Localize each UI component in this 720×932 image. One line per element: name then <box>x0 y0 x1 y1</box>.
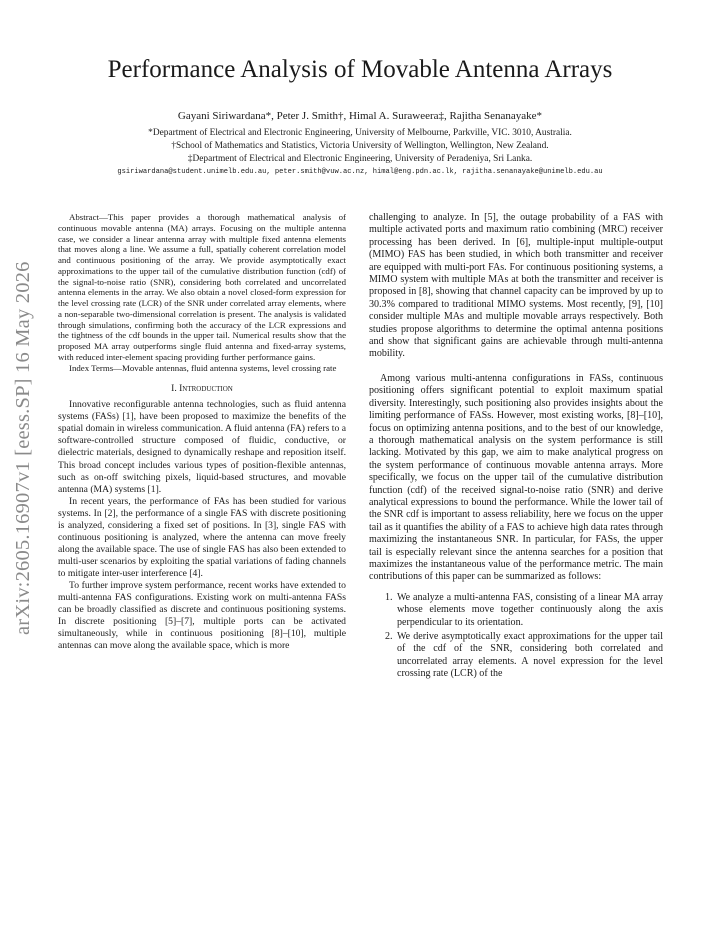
contribution-item: 1. We analyze a multi-antenna FAS, consisting of a linear MA array whose elements move together continuously along the axis perpendicular to its orientation. <box>395 592 663 629</box>
author-emails: gsiriwardana@student.unimelb.edu.au, peter.smith@vuw.ac.nz, himal@eng.pdn.ac.lk, rajitha.senanayake@unimelb.edu.au <box>117 168 603 176</box>
abstract: Abstract—This paper provides a thorough mathematical analysis of continuous movable antenna (MA) arrays. Focusing on the multiple antenna case, we consider a linear antenna array with multiple fixed antenna elements that moves along a line. We assume a full, spatially coherent correlation model and continuous positioning of the array. We provide asymptotically exact approximations to the upper tail of the cumulative distribution function (cdf) of the signal-to-noise ratio (SNR), considering both correlated and uncorrelated antenna elements in the array. We also obtain a novel closed-form expression for the level crossing rate (LCR) of the SNR under correlated array elements, where a non-separable two-dimensional correlation is present. The analysis is validated through simulations, confirming both the accuracy of the LCR expressions and the tightness of the cdf bounds in the upper tail. Numerical results show that the proposed MA array outperforms single fluid antenna and fixed-array systems, with reduced inter-element spacing providing further performance gains. <box>58 212 346 362</box>
contribution-item: 2. We derive asymptotically exact approximations for the upper tail of the cdf of the SNR, considering both correlated and uncorrelated array elements. A novel expression for the level crossing rate (LCR) of the <box>395 631 663 681</box>
intro-paragraph-4: challenging to analyze. In [5], the outage probability of a FAS with multiple activated ports and maximum ratio combining (MRC) receiver processing has been derived. In [6], multiple-input multiple-output (MIMO) FAS has been studied, in which both transmitter and receiver are equipped with multi-port FAs. For continuous positioning systems, a MIMO system with multiple MAs at both the transmitter and receiver is proposed in [8], showing that channel capacity can be improved by up to 30.3% compared to traditional MIMO systems. Most recently, [9], [10] consider multiple MAs and multiple movable arrays respectively. Both studies propose algorithms to determine the optimal antenna positions and show that significant gains are achievable through multi-antenna mobility. <box>369 212 663 360</box>
intro-paragraph-5: Among various multi-antenna configurations in FASs, continuous positioning offers significant potential to exploit maximum spatial diversity. Interestingly, such positioning also provides insights about the limiting performance of FASs. However, most existing works, [8]–[10], focus on optimizing antenna positions, and to the best of our knowledge, a thorough mathematical analysis on the system performance is still lacking. Motivated by this gap, we aim to make analytical progress on the system performance of continuous movable antenna arrays. More specifically, we focus on the upper tail of the cumulative distribution function (cdf) of the received signal-to-noise ratio (SNR) and derive analytical expressions to bound the performance. While the lower tail of the SNR cdf is important to assess reliability, here we focus on the upper tail as it quantifies the ability of a FAS to achieve high data rates through maximizing the instantaneous SNR. In particular, for FASs, the upper tail is especially relevant since the antenna searches for a position that maximizes the instantaneous value of the performance metric. The main contributions of this paper can be summarized as follows: <box>369 372 663 583</box>
affiliation-2: †School of Mathematics and Statistics, Victoria University of Wellington, Wellington, New Zealand. <box>171 141 549 151</box>
index-terms: Index Terms—Movable antennas, fluid antenna systems, level crossing rate <box>69 362 337 373</box>
contribution-list <box>369 592 663 681</box>
affiliation-3: ‡Department of Electrical and Electronic Engineering, University of Peradeniya, Sri Lanka. <box>187 154 533 164</box>
intro-paragraph-3: To further improve system performance, recent works have extended to multi-antenna FAS configurations. Existing work on multi-antenna FASs can be broadly classified as discrete and continuous positioning systems. In discrete positioning [5]–[7], multiple ports can be activated simultaneously, while in continuous positioning [8]–[10], multiple antennas can move along the available space, which is more <box>58 580 346 652</box>
arxiv-identifier: arXiv:2605.16907v1 [eess.SP] 16 May 2026 <box>12 261 34 635</box>
section-heading: I. Introduction <box>171 383 233 395</box>
intro-paragraph-1: Innovative reconfigurable antenna technologies, such as fluid antenna systems (FASs) [1], have been proposed to maximize the benefits of the spatial domain in wireless communication. A fluid antenna (FA) refers to a software-controlled structure composed of fluidic, conductive, or dielectric materials, designed to dynamically reshape and reposition itself. This broad concept includes various types of position-flexible antennas, such as on-off switching pixels, liquid-based structures, and movable antenna (MA) systems [1]. <box>58 399 346 495</box>
right-column <box>369 212 663 683</box>
intro-paragraph-2: In recent years, the performance of FAs has been studied for various systems. In [2], the performance of a single FAS with discrete positioning is analyzed, considering a fixed set of positions. In [3], single FAS with continuous positioning is analyzed, where the antenna can move freely along the available space. The use of single FAS has also been extended to multi-user scenarios by exploiting the spatial variations of fading channels to mitigate inter-user interference [4]. <box>58 495 346 579</box>
paper-title: Performance Analysis of Movable Antenna Arrays <box>107 56 613 83</box>
left-column <box>58 212 346 652</box>
affiliation-1: *Department of Electrical and Electronic Engineering, University of Melbourne, Parkville, VIC. 3010, Australia. <box>148 128 572 138</box>
author-list: Gayani Siriwardana*, Peter J. Smith†, Himal A. Suraweera‡, Rajitha Senanayake* <box>177 110 543 122</box>
